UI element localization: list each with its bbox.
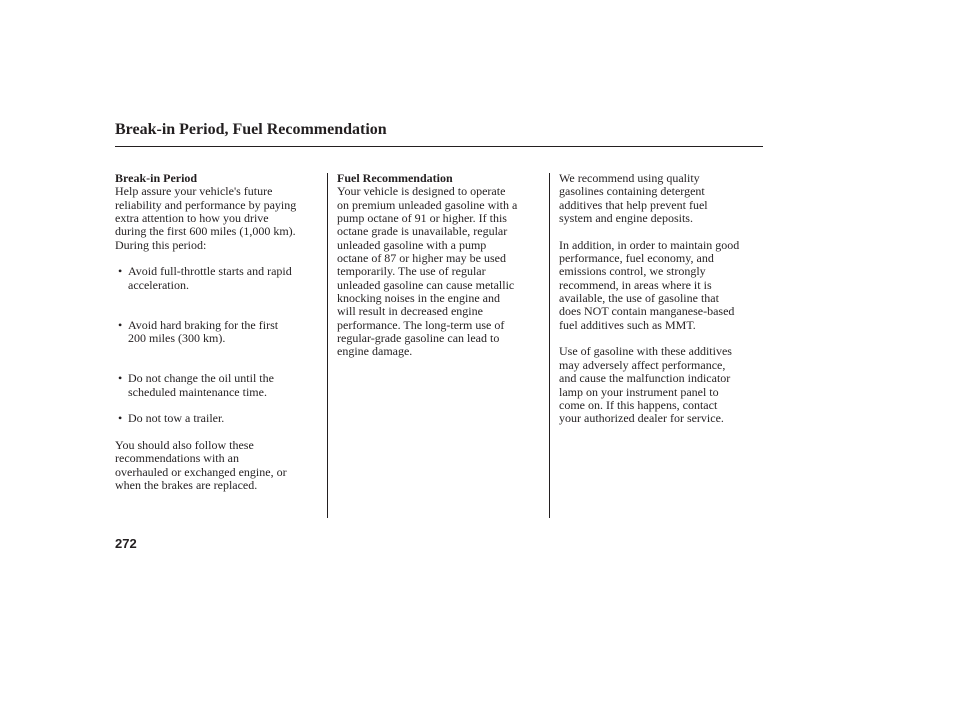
text-line: will result in decreased engine (337, 304, 483, 319)
text-line: During this period: (115, 237, 207, 252)
bullet-item (115, 372, 325, 399)
bullet-text: acceleration. (128, 277, 189, 292)
text-line: reliability and performance by paying (115, 197, 297, 212)
text-line: temporarily. The use of regular (337, 264, 486, 279)
bullet-text: Do not tow a trailer. (128, 411, 225, 426)
text-line: regular-grade gasoline can lead to (337, 331, 500, 346)
bullet-icon: • (118, 264, 123, 279)
text-line: recommend, in areas where it is (559, 277, 712, 292)
text-line: does NOT contain manganese-based (559, 304, 735, 319)
text-line: on premium unleaded gasoline with a (337, 197, 518, 212)
text-line: may adversely affect performance, (559, 357, 726, 372)
text-line: Use of gasoline with these additives (559, 344, 732, 359)
column-divider (327, 173, 328, 518)
text-line: your authorized dealer for service. (559, 411, 724, 426)
column-fuel-additives (559, 172, 765, 426)
text-line: We recommend using quality (559, 171, 700, 185)
text-line: octane of 87 or higher may be used (337, 251, 506, 266)
text-line: unleaded gasoline can cause metallic (337, 277, 515, 292)
text-line: emissions control, we strongly (559, 264, 706, 279)
text-line: available, the use of gasoline that (559, 291, 719, 306)
bullet-text: Avoid hard braking for the first (128, 317, 279, 332)
text-line: lamp on your instrument panel to (559, 384, 719, 399)
section-heading-fuel: Fuel Recommendation (337, 171, 453, 185)
section-heading-break-in: Break-in Period (115, 171, 198, 185)
text-line: You should also follow these (115, 437, 254, 452)
text-line: system and engine deposits. (559, 211, 693, 226)
text-line: recommendations with an (115, 451, 239, 466)
text-line: knocking noises in the engine and (337, 291, 500, 306)
text-line: fuel additives such as MMT. (559, 317, 696, 332)
text-line: during the first 600 miles (1,000 km). (115, 224, 296, 239)
text-line: unleaded gasoline with a pump (337, 237, 487, 252)
text-line: and cause the malfunction indicator (559, 371, 731, 386)
bullet-item (115, 412, 325, 425)
bullet-text: scheduled maintenance time. (128, 384, 267, 399)
text-line: Help assure your vehicle's future (115, 184, 273, 199)
title-rule (115, 146, 763, 147)
text-line: performance, fuel economy, and (559, 251, 714, 266)
column-break-in-period (115, 172, 325, 492)
text-line: octane grade is unavailable, regular (337, 224, 508, 239)
page-title: Break-in Period, Fuel Recommendation (115, 121, 387, 138)
text-line: overhauled or exchanged engine, or (115, 464, 287, 479)
text-line: performance. The long-term use of (337, 317, 505, 332)
text-line: pump octane of 91 or higher. If this (337, 211, 507, 226)
bullet-item (115, 265, 325, 292)
column-fuel-recommendation (337, 172, 547, 359)
text-line: additives that help prevent fuel (559, 197, 708, 212)
bullet-text: Do not change the oil until the (128, 371, 274, 386)
bullet-item (115, 319, 325, 346)
text-line: Your vehicle is designed to operate (337, 184, 506, 199)
text-line: In addition, in order to maintain good (559, 237, 740, 252)
text-line: extra attention to how you drive (115, 211, 269, 226)
text-line: engine damage. (337, 344, 413, 359)
column-divider (549, 173, 550, 518)
text-line: when the brakes are replaced. (115, 477, 258, 492)
bullet-text: Avoid full-throttle starts and rapid (128, 264, 292, 279)
bullet-icon: • (118, 411, 123, 426)
page-number: 272 (115, 536, 137, 551)
bullet-icon: • (118, 371, 123, 386)
bullet-icon: • (118, 317, 123, 332)
text-line: gasolines containing detergent (559, 184, 705, 199)
text-line: come on. If this happens, contact (559, 397, 718, 412)
bullet-text: 200 miles (300 km). (128, 331, 226, 346)
